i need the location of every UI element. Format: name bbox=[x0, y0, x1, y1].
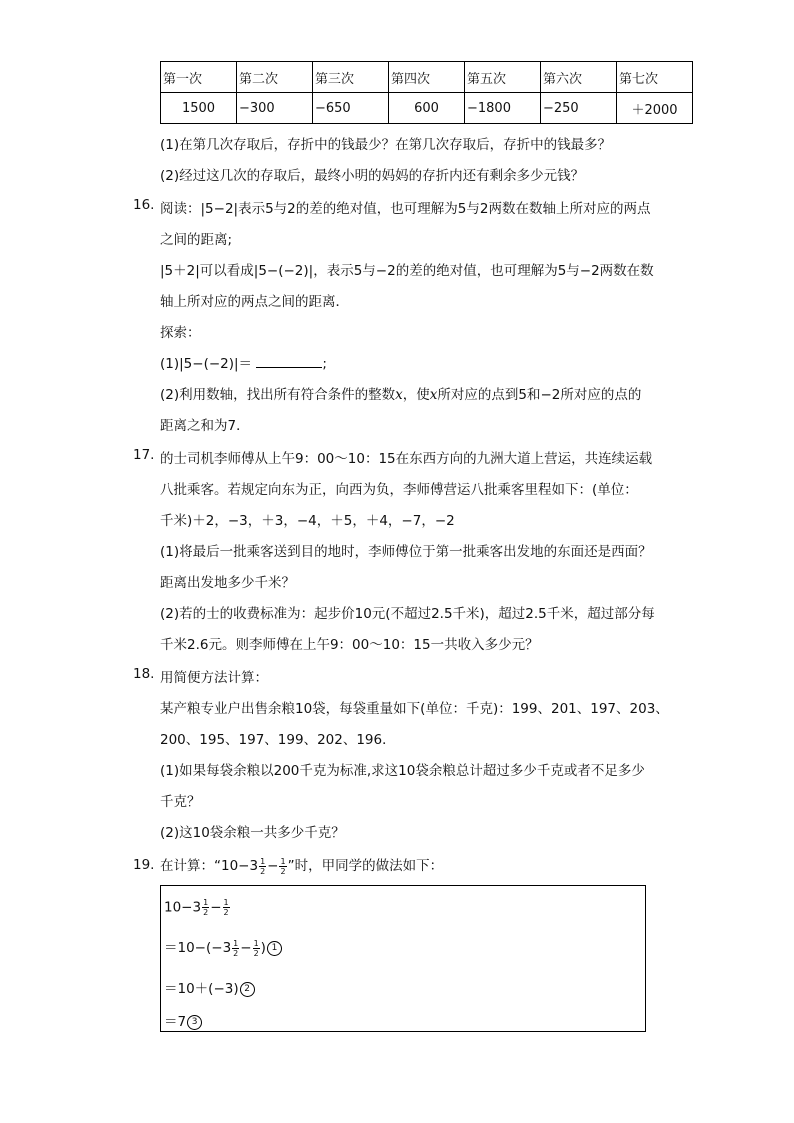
table-cell: ＋2000 bbox=[617, 93, 693, 124]
q16-part2 bbox=[160, 383, 641, 403]
question-number-16: 16. bbox=[133, 197, 155, 213]
q15-part2: (2)经过这几次的存取后，最终小明的妈妈的存折内还有剩余多少元钱？ bbox=[160, 168, 585, 184]
q16-part1-text: (1)|5−(−2)|＝ bbox=[160, 356, 253, 372]
q16-part2-text: (2)利用数轴，找出所有符合条件的整数 bbox=[160, 387, 396, 403]
calc-step: ＝10−(−3 $\frac{1}{2}$ − $\frac{1}{2}$ ) 1 bbox=[164, 936, 282, 958]
table-cell: −650 bbox=[313, 93, 389, 124]
q17-part1: (1)将最后一批乘客送到目的地时，李师傅位于第一批乘客出发地的东面还是西面？ bbox=[160, 544, 652, 560]
fraction: $\frac{1}{2}$ bbox=[253, 938, 259, 958]
q16-line: |5＋2|可以看成|5−(−2)|，表示5与−2的差的绝对值，也可理解为5与−2两数在数 bbox=[160, 263, 654, 279]
question-number-17: 17. bbox=[133, 447, 155, 463]
calc-step: ＝10＋(−3) 2 bbox=[164, 977, 255, 997]
table-header-cell: 第一次 bbox=[161, 62, 237, 93]
q16-line: 之间的距离; bbox=[160, 232, 233, 248]
table-cell: −250 bbox=[541, 93, 617, 124]
fraction: $\frac{1}{2}$ bbox=[223, 898, 229, 917]
q16-part1 bbox=[160, 352, 327, 372]
calculation-box bbox=[160, 885, 646, 1032]
variable-x: x bbox=[429, 387, 438, 403]
q17-part2: (2)若的士的收费标准为：起步价10元(不超过2.5千米)，超过2.5千米，超过部分每 bbox=[160, 606, 655, 622]
fraction: $\frac{1}{2}$ bbox=[260, 856, 266, 876]
q17-line: 八批乘客。若规定向东为正，向西为负，李师傅营运八批乘客里程如下：(单位： bbox=[160, 482, 638, 498]
q19-intro-text: ”时，甲同学的做法如下： bbox=[287, 858, 444, 874]
table-header-cell: 第二次 bbox=[237, 62, 313, 93]
q17-line: 千米)＋2，−3，＋3，−4，＋5，＋4，−7，−2 bbox=[160, 513, 455, 529]
table-header-cell: 第四次 bbox=[389, 62, 465, 93]
table-cell: 600 bbox=[389, 93, 465, 124]
q18-line: 某产粮专业户出售余粮10袋，每袋重量如下(单位：千克)：199、201、197、203、 bbox=[160, 701, 669, 717]
q16-part1-end: ; bbox=[322, 356, 327, 372]
question-number-19: 19. bbox=[133, 857, 155, 873]
calc-step: 10−3 $\frac{1}{2}$ − $\frac{1}{2}$ bbox=[164, 898, 229, 917]
q18-part2: (2)这10袋余粮一共多少千克？ bbox=[160, 825, 345, 841]
table-header-row bbox=[161, 62, 693, 93]
calc-step: ＝7 3 bbox=[164, 1010, 202, 1030]
step-marker-2: 2 bbox=[240, 982, 255, 997]
fraction: $\frac{1}{2}$ bbox=[233, 938, 239, 958]
table-value-row bbox=[161, 93, 693, 124]
q18-line: 用简便方法计算： bbox=[160, 670, 268, 686]
q18-line: 200、195、197、199、202、196． bbox=[160, 732, 396, 748]
q16-line: 探索： bbox=[160, 325, 201, 341]
step-marker-3: 3 bbox=[187, 1015, 202, 1030]
table-cell: −300 bbox=[237, 93, 313, 124]
q19-intro: 在计算：“10−3 $\frac{1}{2}$ − $\frac{1}{2}$ ”时，甲同学的做法如下： bbox=[160, 856, 444, 876]
q16-part2-text: 所对应的点到5和−2所对应的点的 bbox=[437, 387, 642, 403]
q16-line: 轴上所对应的两点之间的距离． bbox=[160, 294, 349, 310]
table-header-cell: 第七次 bbox=[617, 62, 693, 93]
q16-line: 距离之和为7． bbox=[160, 418, 250, 434]
q16-line: 阅读：|5−2|表示5与2的差的绝对值，也可理解为5与2两数在数轴上所对应的两点 bbox=[160, 201, 651, 217]
q15-part1: (1)在第几次存取后，存折中的钱最少？在第几次存取后，存折中的钱最多？ bbox=[160, 137, 612, 153]
table-cell: 1500 bbox=[161, 93, 237, 124]
q18-part1: (1)如果每袋余粮以200千克为标准,求这10袋余粮总计超过多少千克或者不足多少 bbox=[160, 763, 645, 779]
question-number-18: 18. bbox=[133, 666, 155, 682]
q17-line: 距离出发地多少千米？ bbox=[160, 575, 295, 591]
table-header-cell: 第五次 bbox=[465, 62, 541, 93]
table-header-cell: 第三次 bbox=[313, 62, 389, 93]
answer-blank[interactable] bbox=[256, 355, 322, 368]
q17-line: 的士司机李师傅从上午9：00～10：15在东西方向的九洲大道上营运，共连续运载 bbox=[160, 451, 653, 467]
q19-intro-text: 在计算：“10−3 bbox=[160, 858, 259, 874]
table-cell: −1800 bbox=[465, 93, 541, 124]
q18-line: 千克？ bbox=[160, 794, 201, 810]
q16-part2-text: ，使 bbox=[402, 387, 430, 403]
fraction: $\frac{1}{2}$ bbox=[203, 898, 209, 917]
table-header-cell: 第六次 bbox=[541, 62, 617, 93]
q17-line: 千米2.6元。则李师傅在上午9：00～10：15一共收入多少元？ bbox=[160, 637, 539, 653]
variable-x: x bbox=[395, 387, 403, 403]
step-marker-1: 1 bbox=[267, 941, 282, 956]
deposit-table bbox=[160, 61, 693, 124]
fraction: $\frac{1}{2}$ bbox=[280, 856, 286, 876]
